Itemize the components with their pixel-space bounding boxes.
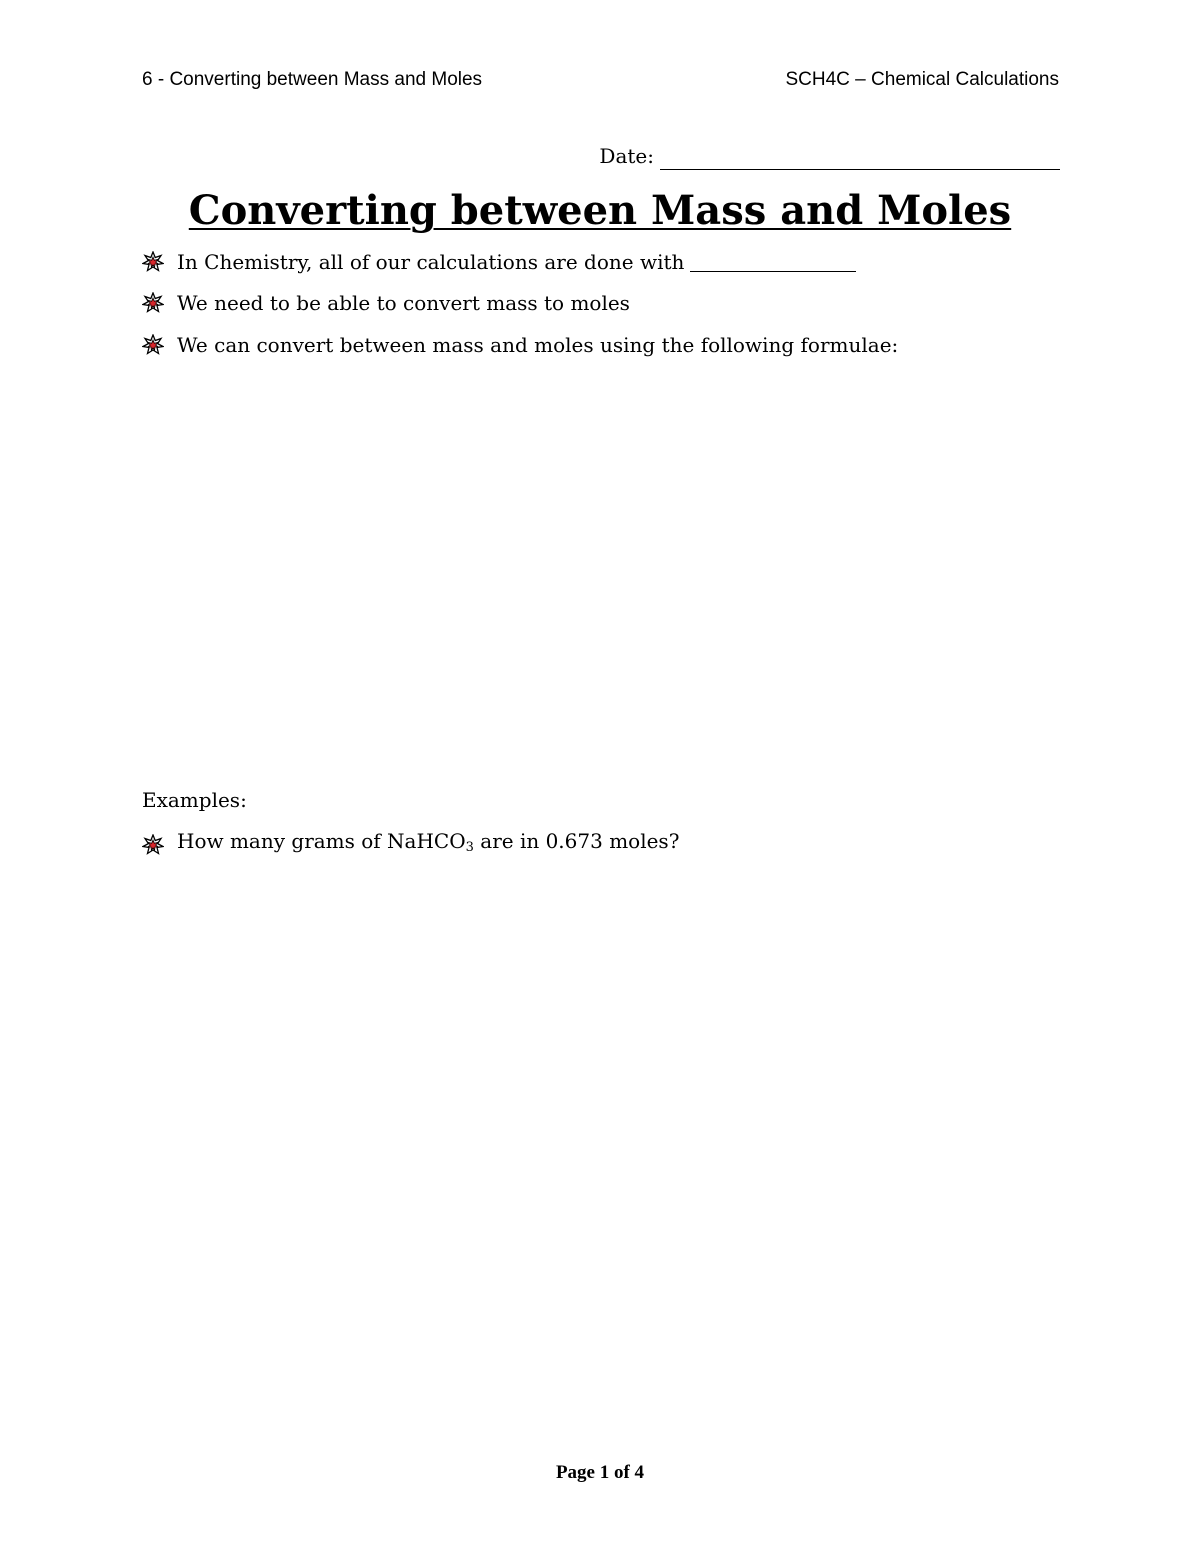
answer-blank xyxy=(690,253,856,272)
example-item xyxy=(142,827,679,862)
bullet-item xyxy=(142,331,898,359)
question-subscript: 3 xyxy=(465,840,474,855)
bullet-item xyxy=(142,248,856,276)
star-bullet-icon xyxy=(142,251,164,273)
page-footer: Page 1 of 4 xyxy=(555,1462,645,1483)
question-prefix: How many grams of NaHCO xyxy=(177,829,466,853)
star-bullet-icon xyxy=(142,334,164,356)
bullet-text: We can convert between mass and moles using the following formulae: xyxy=(177,333,899,357)
star-bullet-icon xyxy=(142,292,164,314)
bullet-item xyxy=(142,289,630,317)
date-label: Date: xyxy=(599,144,654,168)
star-bullet-icon xyxy=(142,834,164,856)
page-header-right: SCH4C – Chemical Calculations xyxy=(785,69,1059,90)
date-line xyxy=(599,142,1060,170)
bullet-text: In Chemistry, all of our calculations are done with xyxy=(177,250,685,274)
page-header-left: 6 - Converting between Mass and Moles xyxy=(142,69,483,90)
example-question xyxy=(177,827,679,862)
page-title: Converting between Mass and Moles xyxy=(188,187,1012,234)
examples-label: Examples: xyxy=(142,788,247,812)
question-suffix: are in 0.673 moles? xyxy=(473,829,680,853)
date-blank xyxy=(660,149,1060,170)
bullet-text: We need to be able to convert mass to moles xyxy=(177,291,630,315)
